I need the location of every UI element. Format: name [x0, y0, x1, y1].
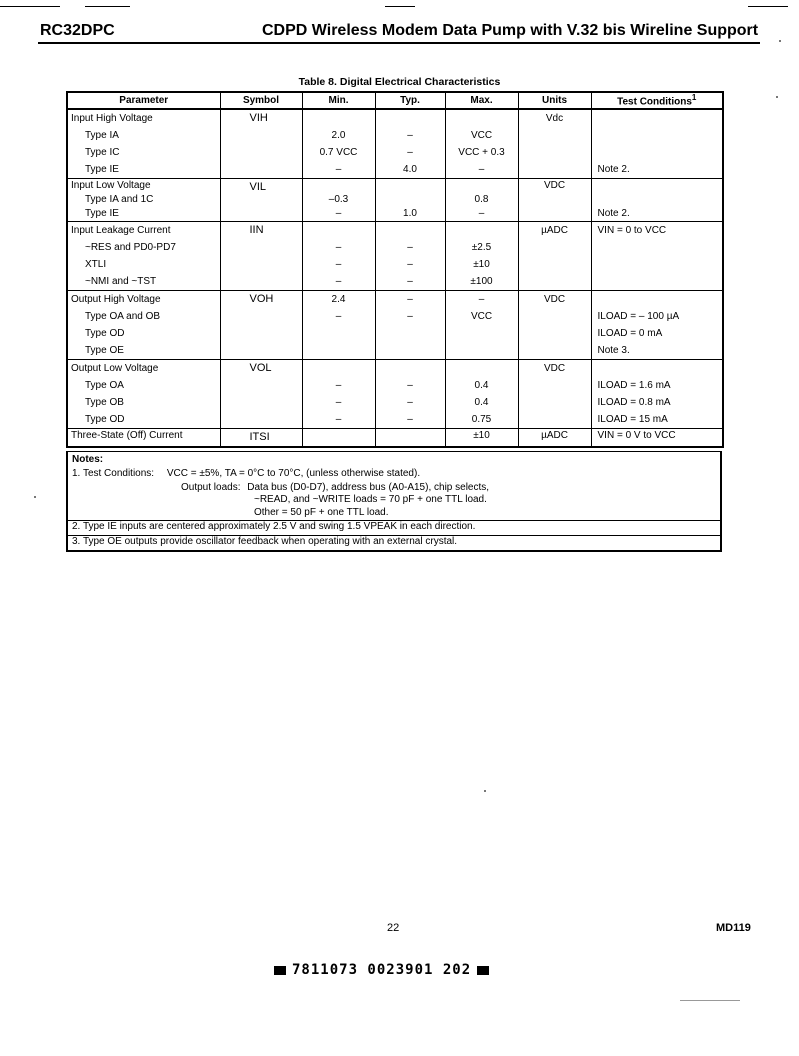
max-value: VCC — [470, 130, 493, 141]
param-value: Type OE — [85, 345, 124, 356]
param-value: Type IC — [85, 147, 120, 158]
param-value: Three-State (Off) Current — [71, 430, 183, 441]
cell-typ — [375, 429, 445, 448]
min-value: – — [335, 397, 342, 408]
typ-value — [379, 342, 442, 359]
col-header: Symbol — [220, 92, 302, 109]
min-value — [306, 222, 372, 239]
cell-max — [445, 222, 518, 291]
cell-symbol — [220, 179, 302, 222]
typ-value: – — [407, 311, 413, 322]
cell-typ — [375, 109, 445, 179]
typ-value: 4.0 — [403, 164, 417, 175]
min-value — [306, 179, 372, 193]
scan-speck — [34, 496, 36, 498]
max-value: 0.8 — [474, 194, 489, 205]
table-header-row — [67, 92, 723, 109]
cell-min — [302, 429, 375, 448]
cell-symbol — [220, 222, 302, 291]
doc-id: MD119 — [716, 922, 751, 934]
notes-section — [66, 451, 722, 552]
typ-value: – — [407, 397, 413, 408]
max-value: 0.75 — [471, 414, 492, 425]
max-value — [449, 179, 515, 193]
max-value: – — [478, 208, 485, 219]
cond-value — [595, 360, 720, 377]
param-value: ~NMI and ~TST — [85, 276, 157, 287]
param-value: Type IA — [85, 130, 119, 141]
cell-cond — [591, 109, 723, 179]
cond-value: Note 2. — [597, 208, 630, 219]
units-value — [522, 411, 588, 428]
note-1-loads-other: Other = 50 pF + one TTL load. — [254, 507, 389, 518]
note-1-loads-label: Output loads: — [181, 482, 241, 493]
typ-value: – — [407, 130, 413, 141]
cond-value: Note 2. — [597, 164, 630, 175]
units-value — [522, 377, 588, 394]
typ-value — [379, 360, 442, 377]
cond-value — [595, 273, 720, 290]
typ-value — [379, 193, 442, 207]
cell-max — [445, 291, 518, 360]
cond-value: ILOAD = 1.6 mA — [597, 380, 671, 391]
parameter-group — [67, 291, 723, 360]
parameter-group — [67, 222, 723, 291]
cell-param — [67, 360, 220, 429]
max-value: 0.4 — [474, 380, 489, 391]
param-value: Type OA and OB — [85, 311, 161, 322]
note-1-label: 1. Test Conditions: — [72, 468, 155, 479]
units-value — [522, 161, 588, 178]
cell-min — [302, 360, 375, 429]
typ-value — [379, 110, 442, 127]
cell-min — [302, 291, 375, 360]
table-row — [67, 222, 723, 291]
cell-units — [518, 179, 591, 222]
symbol-text: VIH — [249, 112, 268, 124]
units-value — [522, 325, 588, 342]
max-value: 0.4 — [474, 397, 489, 408]
cond-value — [595, 291, 720, 308]
table-row — [67, 179, 723, 222]
cell-cond — [591, 179, 723, 222]
cell-max — [445, 360, 518, 429]
parameter-group — [67, 179, 723, 222]
scan-speck — [779, 40, 781, 42]
cell-param — [67, 291, 220, 360]
max-value: – — [478, 294, 485, 305]
note-1-text: VCC = ±5%, TA = 0°C to 70°C, (unless otherwise stated). — [166, 468, 421, 479]
min-value: – — [335, 311, 342, 322]
symbol-text: ITSI — [249, 431, 270, 443]
units-value: VDC — [543, 294, 566, 305]
cond-value — [595, 179, 720, 193]
top-rule-center — [385, 6, 415, 7]
cell-max — [445, 109, 518, 179]
min-value — [306, 110, 372, 127]
cell-min — [302, 179, 375, 222]
col-header: Test Conditions$^1$ — [591, 92, 723, 109]
typ-value: – — [407, 414, 413, 425]
page-title: CDPD Wireless Modem Data Pump with V.32 bis Wireline Support — [262, 22, 759, 39]
typ-value — [379, 325, 442, 342]
units-value: µADC — [541, 225, 568, 236]
symbol-text: IIN — [249, 224, 264, 236]
barcode-text: 7811073 0023901 202 — [292, 962, 472, 978]
units-value: Vdc — [545, 113, 564, 124]
cell-units — [518, 429, 591, 448]
min-value: –0.3 — [328, 194, 349, 205]
top-rule-mid — [85, 6, 130, 7]
parameter-group — [67, 429, 723, 448]
units-value — [522, 239, 588, 256]
units-value: VDC — [543, 363, 566, 374]
note-2: 2. Type IE inputs are centered approximately 2.5 V and swing 1.5 VPEAK in each direction. — [72, 521, 476, 532]
param-value: XTLI — [85, 259, 107, 270]
cell-symbol — [220, 291, 302, 360]
cell-symbol — [220, 109, 302, 179]
typ-value — [379, 222, 442, 239]
max-value: ±10 — [473, 259, 490, 270]
param-value: Input Low Voltage — [71, 180, 151, 191]
symbol-text: VIL — [249, 181, 267, 193]
col-header: Min. — [302, 92, 375, 109]
cell-typ — [375, 179, 445, 222]
max-value: ±10 — [473, 430, 490, 441]
cond-value: ILOAD = 0 mA — [597, 328, 663, 339]
scan-speck — [776, 96, 778, 98]
cell-cond — [591, 222, 723, 291]
units-value: µADC — [541, 430, 568, 441]
min-value: – — [335, 259, 342, 270]
cell-max — [445, 429, 518, 448]
units-value — [522, 394, 588, 411]
cond-value — [595, 193, 720, 207]
table-row — [67, 360, 723, 429]
cell-symbol — [220, 360, 302, 429]
col-header: Typ. — [375, 92, 445, 109]
max-value: ±100 — [470, 276, 493, 287]
cell-param — [67, 109, 220, 179]
typ-value: – — [407, 294, 413, 305]
bottom-rule — [680, 1000, 740, 1001]
min-value: – — [335, 164, 342, 175]
notes-heading: Notes: — [72, 454, 104, 465]
param-value: ~RES and PD0-PD7 — [85, 242, 176, 253]
max-value: VCC — [470, 311, 493, 322]
typ-value: – — [407, 276, 413, 287]
min-value: – — [335, 414, 342, 425]
cond-value: ILOAD = 15 mA — [597, 414, 668, 425]
typ-value: 1.0 — [403, 208, 417, 219]
cell-param — [67, 429, 220, 448]
electrical-characteristics-table — [66, 91, 724, 448]
param-value: Input High Voltage — [71, 113, 153, 124]
max-value — [449, 342, 515, 359]
header-rule — [38, 42, 760, 44]
cond-value — [595, 110, 720, 127]
cell-param — [67, 222, 220, 291]
doc-code: RC32DPC — [40, 22, 115, 39]
barcode-strip — [268, 962, 495, 978]
cell-cond — [591, 291, 723, 360]
max-value — [449, 360, 515, 377]
note-3: 3. Type OE outputs provide oscillator feedback when operating with an external crystal. — [72, 536, 458, 547]
barcode-block-icon — [477, 966, 489, 975]
units-value — [522, 342, 588, 359]
parameter-group — [67, 109, 723, 179]
min-value: – — [335, 380, 342, 391]
units-value — [522, 207, 588, 221]
note-1-loads-text: Data bus (D0-D7), address bus (A0-A15), chip selects, — [247, 482, 490, 493]
cell-cond — [591, 360, 723, 429]
units-value — [522, 127, 588, 144]
param-value: Output High Voltage — [71, 294, 161, 305]
max-value — [449, 222, 515, 239]
typ-value: – — [407, 259, 413, 270]
min-value: – — [335, 242, 342, 253]
min-value — [306, 429, 372, 443]
units-value — [522, 273, 588, 290]
cond-value: Note 3. — [597, 345, 630, 356]
param-value: Type OD — [85, 328, 125, 339]
table-row — [67, 291, 723, 360]
col-header: Max. — [445, 92, 518, 109]
cell-typ — [375, 360, 445, 429]
units-value — [522, 308, 588, 325]
cond-value: VIN = 0 V to VCC — [597, 430, 676, 441]
units-value: VDC — [543, 180, 566, 191]
min-value — [306, 360, 372, 377]
param-value: Type OA — [85, 380, 124, 391]
cell-cond — [591, 429, 723, 448]
max-value — [449, 325, 515, 342]
param-value: Output Low Voltage — [71, 363, 159, 374]
param-value: Type IE — [85, 208, 119, 219]
symbol-text: VOL — [249, 362, 272, 374]
barcode-block-icon — [274, 966, 286, 975]
typ-value: – — [407, 380, 413, 391]
typ-value — [379, 429, 442, 443]
cond-value: ILOAD = 0.8 mA — [597, 397, 671, 408]
units-value — [522, 144, 588, 161]
cell-param — [67, 179, 220, 222]
min-value — [306, 325, 372, 342]
scan-speck — [484, 790, 486, 792]
max-value — [449, 110, 515, 127]
cell-units — [518, 291, 591, 360]
col-header: Units — [518, 92, 591, 109]
note-1 — [72, 468, 420, 479]
min-value — [306, 342, 372, 359]
cell-typ — [375, 222, 445, 291]
table-caption: Table 8. Digital Electrical Characteristics — [298, 76, 501, 88]
max-value: ±2.5 — [471, 242, 492, 253]
min-value: 0.7 VCC — [319, 147, 358, 158]
max-value: – — [478, 164, 485, 175]
min-value: – — [335, 208, 342, 219]
note-1-loads — [181, 482, 489, 493]
typ-value: – — [407, 242, 413, 253]
cond-value: VIN = 0 to VCC — [597, 225, 667, 236]
param-value: Type IE — [85, 164, 119, 175]
cell-symbol — [220, 429, 302, 448]
max-value: VCC + 0.3 — [458, 147, 505, 158]
param-value: Type OD — [85, 414, 125, 425]
top-rule-left — [0, 6, 60, 7]
note-1-loads-cont: ~READ, and ~WRITE loads = 70 pF + one TTL load. — [254, 494, 487, 505]
cell-max — [445, 179, 518, 222]
cell-typ — [375, 291, 445, 360]
col-header: Parameter — [67, 92, 220, 109]
parameter-group — [67, 360, 723, 429]
min-value: 2.0 — [331, 130, 346, 141]
cell-min — [302, 222, 375, 291]
symbol-text: VOH — [249, 293, 274, 305]
cell-units — [518, 360, 591, 429]
cell-units — [518, 222, 591, 291]
cond-value — [595, 256, 720, 273]
min-value: 2.4 — [331, 294, 346, 305]
cond-value — [595, 239, 720, 256]
param-value: Input Leakage Current — [71, 225, 171, 236]
param-value: Type IA and 1C — [85, 194, 154, 205]
cond-value — [595, 127, 720, 144]
typ-value — [379, 179, 442, 193]
table-row — [67, 109, 723, 179]
cell-units — [518, 109, 591, 179]
cell-min — [302, 109, 375, 179]
units-value — [522, 256, 588, 273]
top-rule-right — [748, 6, 788, 7]
cond-value — [595, 144, 720, 161]
cond-value: ILOAD = – 100 µA — [597, 311, 680, 322]
param-value: Type OB — [85, 397, 124, 408]
min-value: – — [335, 276, 342, 287]
table-row — [67, 429, 723, 448]
units-value — [522, 193, 588, 207]
page-number: 22 — [387, 922, 400, 934]
typ-value: – — [407, 147, 413, 158]
